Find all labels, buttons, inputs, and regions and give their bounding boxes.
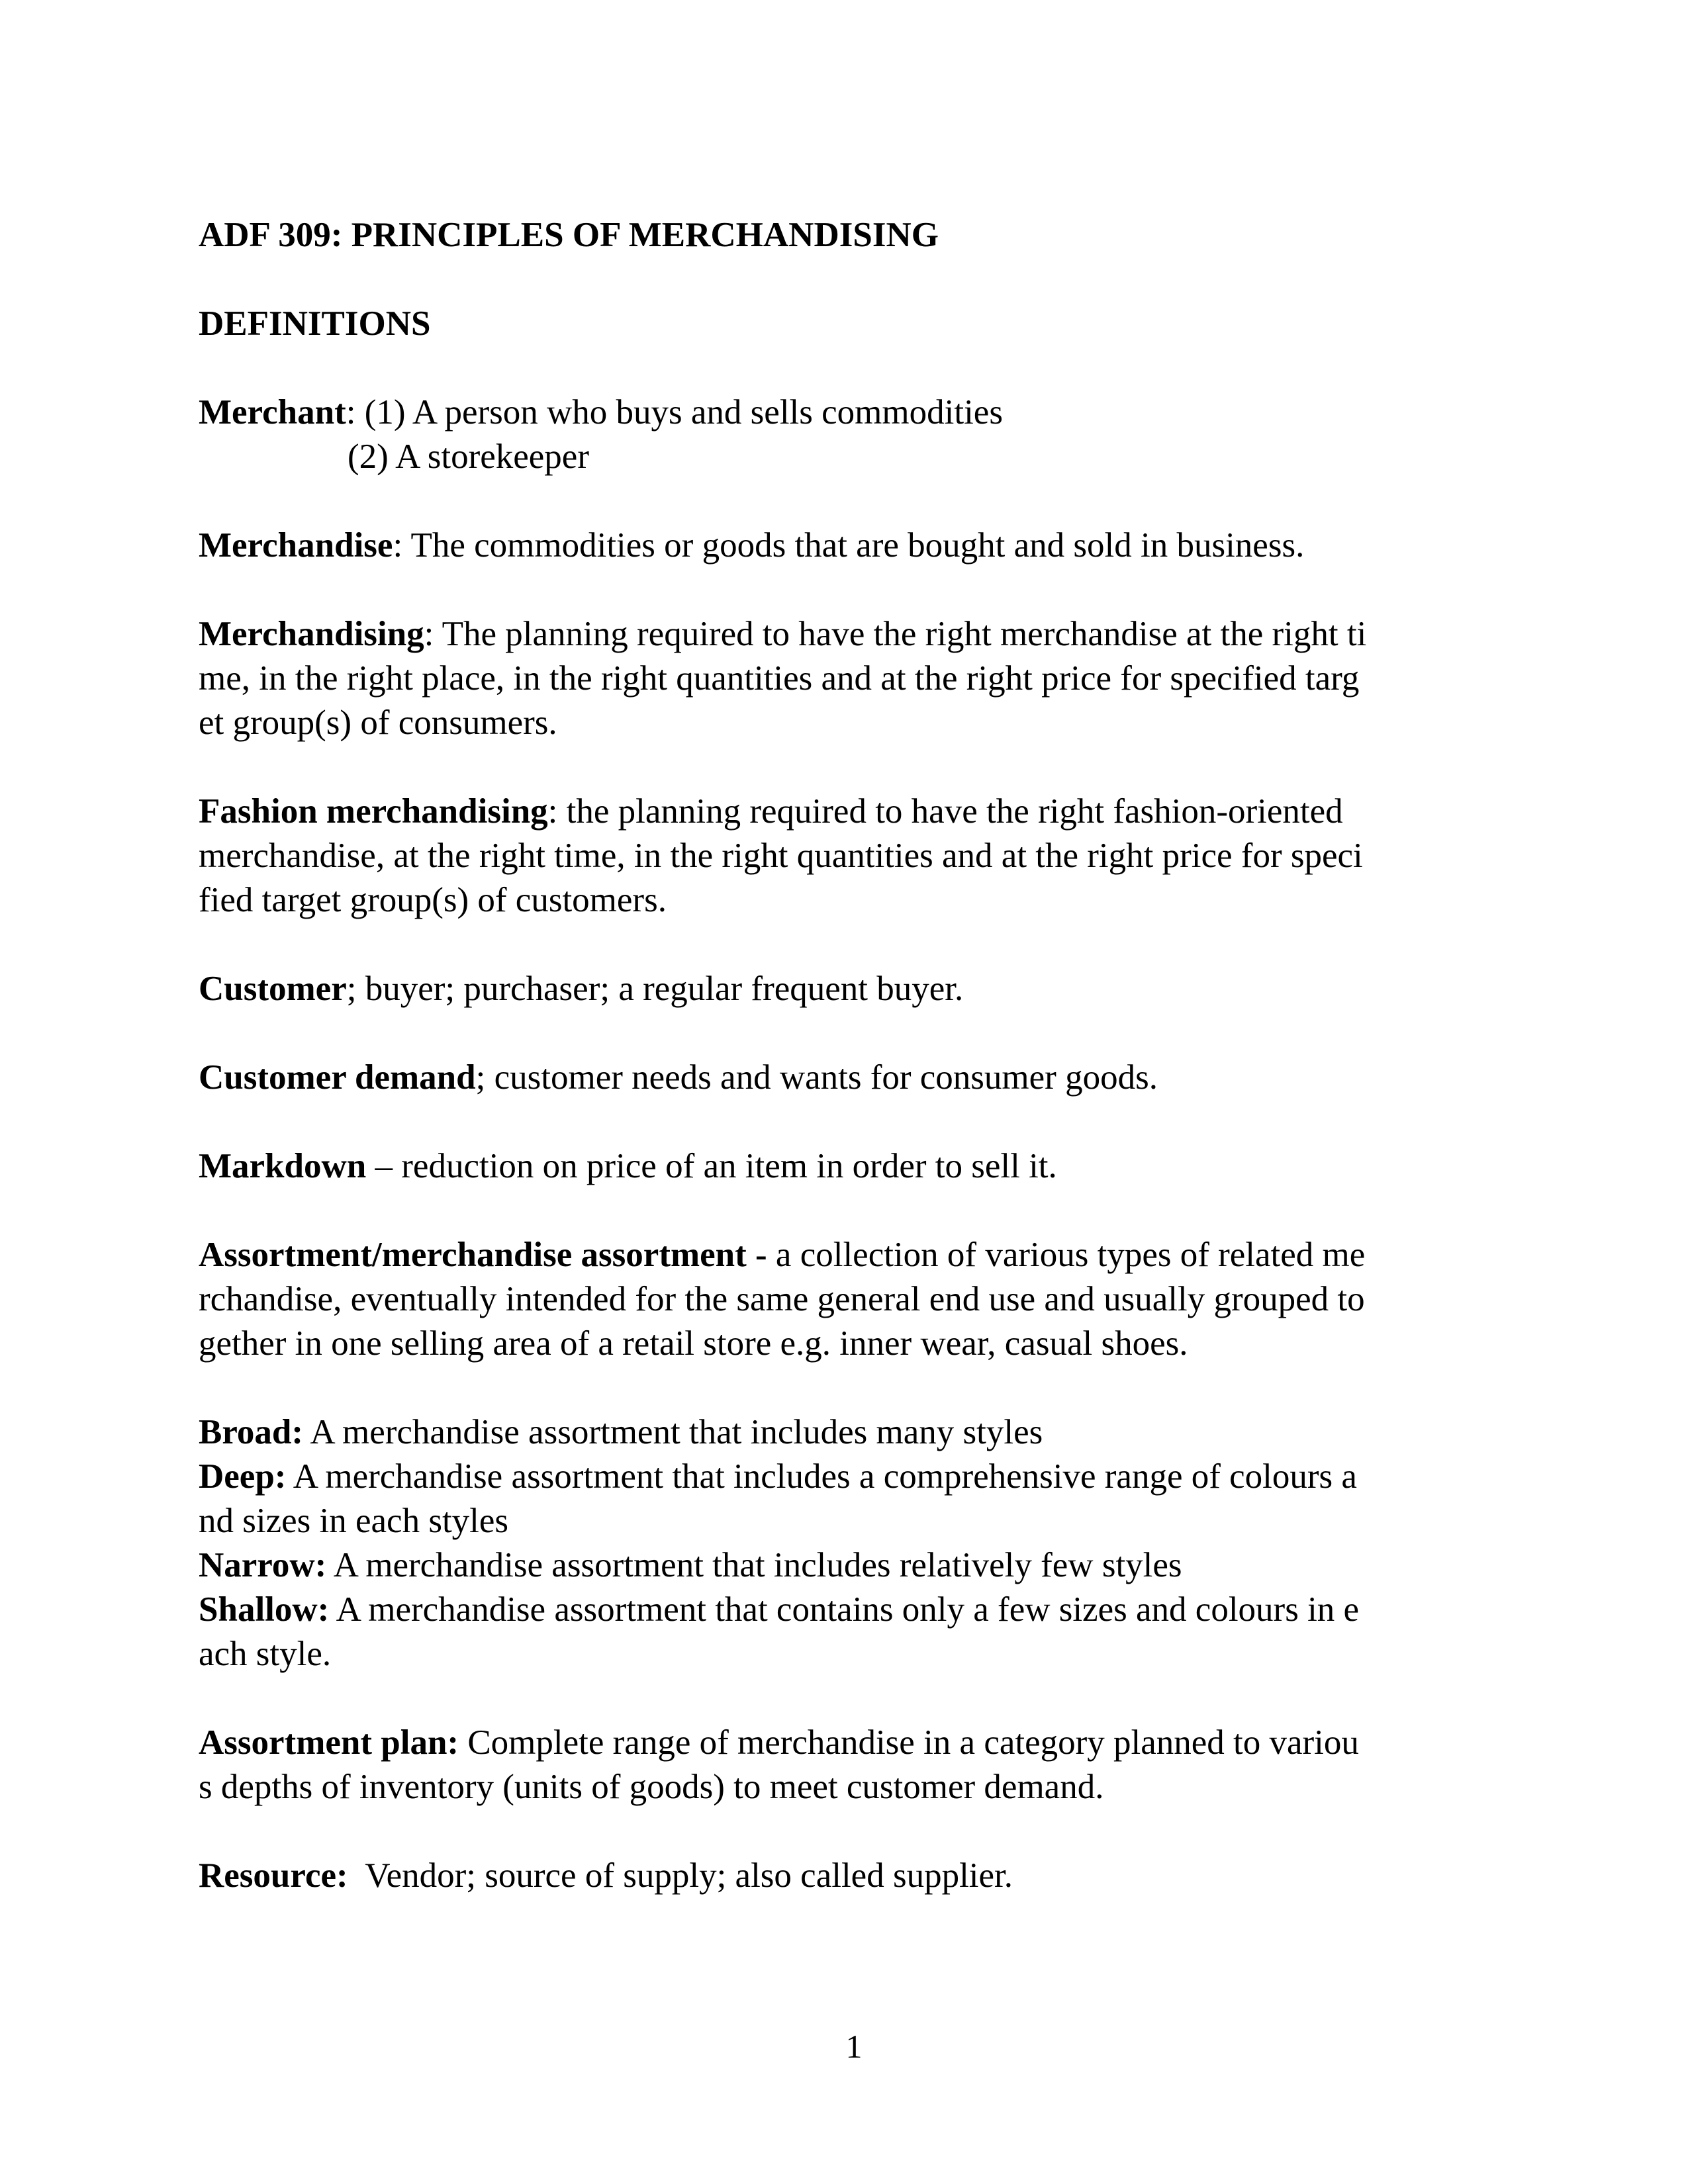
text-line [199,1499,1562,1543]
text-line [199,1854,1562,1898]
text-line [199,390,1562,435]
term-bold: Assortment plan: [199,1723,459,1762]
text-line [199,1277,1562,1322]
text-regular: : The commodities or goods that are bought and sold in business. [393,526,1305,565]
text-regular: : (1) A person who buys and sells commodities [346,393,1003,432]
text-regular: et group(s) of consumers. [199,704,557,742]
paragraph-assortment [199,1233,1562,1366]
term-bold: Merchandising [199,615,424,653]
text-regular: – reduction on price of an item in order to sell it. [366,1147,1057,1185]
term-bold: Customer demand [199,1058,476,1097]
text-line [199,1056,1562,1100]
term-bold: ADF 309: PRINCIPLES OF MERCHANDISING [199,216,939,254]
paragraph-merchant [199,390,1562,479]
text-line [199,1144,1562,1189]
text-line [199,657,1562,701]
text-regular: A merchandise assortment that contains only a few sizes and colours in e [329,1590,1360,1629]
term-bold: Deep: [199,1457,287,1496]
text-regular: : The planning required to have the right merchandise at the right ti [424,615,1367,653]
paragraph-customer [199,967,1562,1011]
text-regular: A merchandise assortment that includes many styles [303,1413,1043,1451]
term-bold: Merchant [199,393,346,432]
paragraph-resource [199,1854,1562,1898]
term-bold: Narrow: [199,1546,327,1584]
text-regular: nd sizes in each styles [199,1502,509,1540]
text-line [199,1410,1562,1455]
text-line [199,1765,1562,1809]
text-line [199,790,1562,834]
page-number: 1 [845,2028,863,2065]
text-regular: A merchandise assortment that includes relatively few styles [326,1546,1182,1584]
text-regular: ach style. [199,1635,332,1673]
paragraph-broad-deep-narrow-shallow [199,1410,1562,1676]
text-line [199,1632,1562,1676]
text-regular: gether in one selling area of a retail store e.g. inner wear, casual shoes. [199,1324,1188,1363]
term-bold: Assortment/merchandise assortment - [199,1236,767,1274]
text-line [199,1588,1562,1632]
text-regular: s depths of inventory (units of goods) to meet customer demand. [199,1768,1104,1806]
text-line [199,1721,1562,1765]
text-line [199,213,1562,257]
text-line [199,302,1562,346]
text-line [199,523,1562,568]
text-line [199,967,1562,1011]
text-line [199,1322,1562,1366]
paragraph-title [199,213,1562,257]
paragraph-customer-demand [199,1056,1562,1100]
text-line [199,1543,1562,1588]
term-bold: Merchandise [199,526,393,565]
text-regular: fied target group(s) of customers. [199,881,667,919]
text-regular: Vendor; source of supply; also called supplier. [348,1856,1013,1895]
text-regular: (2) A storekeeper [348,437,589,476]
text-regular: : the planning required to have the right fashion-oriented [547,792,1343,831]
text-regular: me, in the right place, in the right quantities and at the right price for specified targ [199,659,1360,698]
text-regular: A merchandise assortment that includes a comprehensive range of colours a [286,1457,1357,1496]
text-regular: ; customer needs and wants for consumer goods. [475,1058,1158,1097]
term-bold: Customer [199,970,347,1008]
text-line [199,1233,1562,1277]
term-bold: Shallow: [199,1590,330,1629]
text-regular: a collection of various types of related me [767,1236,1366,1274]
text-regular: rchandise, eventually intended for the same general end use and usually grouped to [199,1280,1365,1318]
term-bold: DEFINITIONS [199,304,431,343]
paragraph-definitions-heading [199,302,1562,346]
paragraph-assortment-plan [199,1721,1562,1809]
term-bold: Fashion merchandising [199,792,548,831]
term-bold: Markdown [199,1147,367,1185]
text-regular: ; buyer; purchaser; a regular frequent buyer. [346,970,964,1008]
text-line [199,1455,1562,1499]
paragraph-merchandising [199,612,1562,745]
paragraph-markdown [199,1144,1562,1189]
term-bold: Resource: [199,1856,348,1895]
text-line [199,701,1562,745]
text-regular: Complete range of merchandise in a category planned to variou [459,1723,1359,1762]
document-body [199,213,1562,1942]
term-bold: Broad: [199,1413,304,1451]
text-regular: merchandise, at the right time, in the right quantities and at the right price for speci [199,837,1363,875]
text-line [199,435,1562,479]
paragraph-fashion-merchandising [199,790,1562,923]
paragraph-merchandise [199,523,1562,568]
text-line [199,834,1562,878]
text-line [199,878,1562,923]
text-line [199,612,1562,657]
